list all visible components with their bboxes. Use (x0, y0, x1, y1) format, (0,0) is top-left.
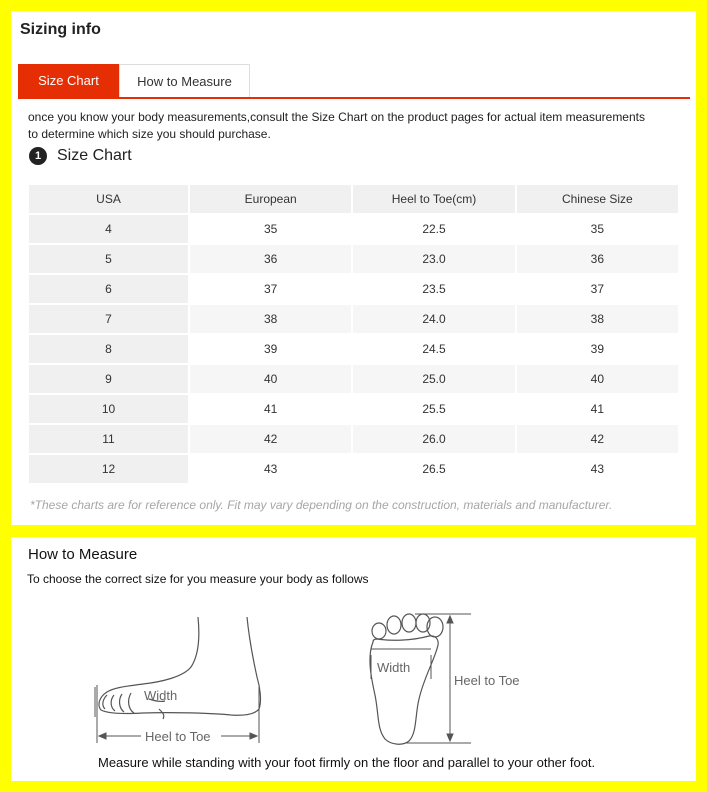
cell-usa: 6 (29, 275, 188, 303)
cell-heel-to-toe: 26.0 (353, 425, 514, 453)
sole-view-length-label: Heel to Toe (454, 673, 520, 688)
table-body (29, 215, 678, 483)
size-chart-table (27, 183, 680, 485)
cell-european: 42 (190, 425, 351, 453)
cell-chinese-size: 42 (517, 425, 678, 453)
table-row (29, 455, 678, 483)
reference-note: *These charts are for reference only. Fit may vary depending on the construction, materials and manufacturer. (30, 498, 613, 512)
foot-side-view-icon (99, 617, 260, 719)
cell-heel-to-toe: 23.5 (353, 275, 514, 303)
cell-heel-to-toe: 24.0 (353, 305, 514, 333)
cell-usa: 11 (29, 425, 188, 453)
cell-european: 36 (190, 245, 351, 273)
cell-european: 37 (190, 275, 351, 303)
how-to-measure-title: How to Measure (28, 546, 138, 563)
tab-bar (18, 64, 690, 99)
cell-chinese-size: 41 (517, 395, 678, 423)
cell-usa: 9 (29, 365, 188, 393)
cell-usa: 4 (29, 215, 188, 243)
step-number-badge: 1 (29, 147, 47, 165)
cell-chinese-size: 43 (517, 455, 678, 483)
cell-heel-to-toe: 25.0 (353, 365, 514, 393)
sizing-info-panel (11, 11, 696, 525)
sole-view-width-label: Width (377, 660, 411, 675)
side-view-length-label: Heel to Toe (145, 729, 211, 744)
table-row (29, 245, 678, 273)
cell-chinese-size: 36 (517, 245, 678, 273)
foot-diagram (11, 537, 696, 781)
cell-european: 43 (190, 455, 351, 483)
foot-sole-view-icon (370, 614, 443, 744)
table-row (29, 365, 678, 393)
table-row (29, 425, 678, 453)
cell-usa: 8 (29, 335, 188, 363)
measure-instruction: Measure while standing with your foot firmly on the floor and parallel to your other foot. (98, 755, 596, 770)
section-title: Sizing info (20, 21, 101, 38)
cell-heel-to-toe: 23.0 (353, 245, 514, 273)
table-row (29, 275, 678, 303)
table-row (29, 335, 678, 363)
cell-chinese-size: 40 (517, 365, 678, 393)
cell-heel-to-toe: 25.5 (353, 395, 514, 423)
cell-heel-to-toe: 22.5 (353, 215, 514, 243)
how-to-measure-subtitle: To choose the correct size for you measure your body as follows (27, 572, 369, 586)
cell-european: 35 (190, 215, 351, 243)
cell-usa: 10 (29, 395, 188, 423)
column-header-european: European (190, 185, 351, 213)
cell-european: 39 (190, 335, 351, 363)
cell-european: 41 (190, 395, 351, 423)
size-chart-heading (29, 146, 132, 166)
cell-chinese-size: 38 (517, 305, 678, 333)
tab-size-chart[interactable]: Size Chart (18, 64, 119, 97)
how-to-measure-panel (11, 537, 696, 781)
cell-usa: 7 (29, 305, 188, 333)
table-row (29, 215, 678, 243)
column-header-heel-to-toe: Heel to Toe(cm) (353, 185, 514, 213)
cell-european: 38 (190, 305, 351, 333)
cell-usa: 12 (29, 455, 188, 483)
tab-how-to-measure[interactable]: How to Measure (119, 64, 250, 97)
cell-chinese-size: 37 (517, 275, 678, 303)
cell-chinese-size: 39 (517, 335, 678, 363)
intro-text: once you know your body measurements,consult the Size Chart on the product pages for actual item measurements to determine which size you should purchase. (28, 110, 645, 141)
cell-usa: 5 (29, 245, 188, 273)
table-header-row (29, 185, 678, 213)
table-row (29, 305, 678, 333)
column-header-chinese-size: Chinese Size (517, 185, 678, 213)
cell-chinese-size: 35 (517, 215, 678, 243)
column-header-usa: USA (29, 185, 188, 213)
cell-heel-to-toe: 24.5 (353, 335, 514, 363)
cell-european: 40 (190, 365, 351, 393)
table-row (29, 395, 678, 423)
side-view-width-label: Width (144, 688, 178, 703)
cell-heel-to-toe: 26.5 (353, 455, 514, 483)
size-chart-heading-label: Size Chart (57, 147, 132, 164)
